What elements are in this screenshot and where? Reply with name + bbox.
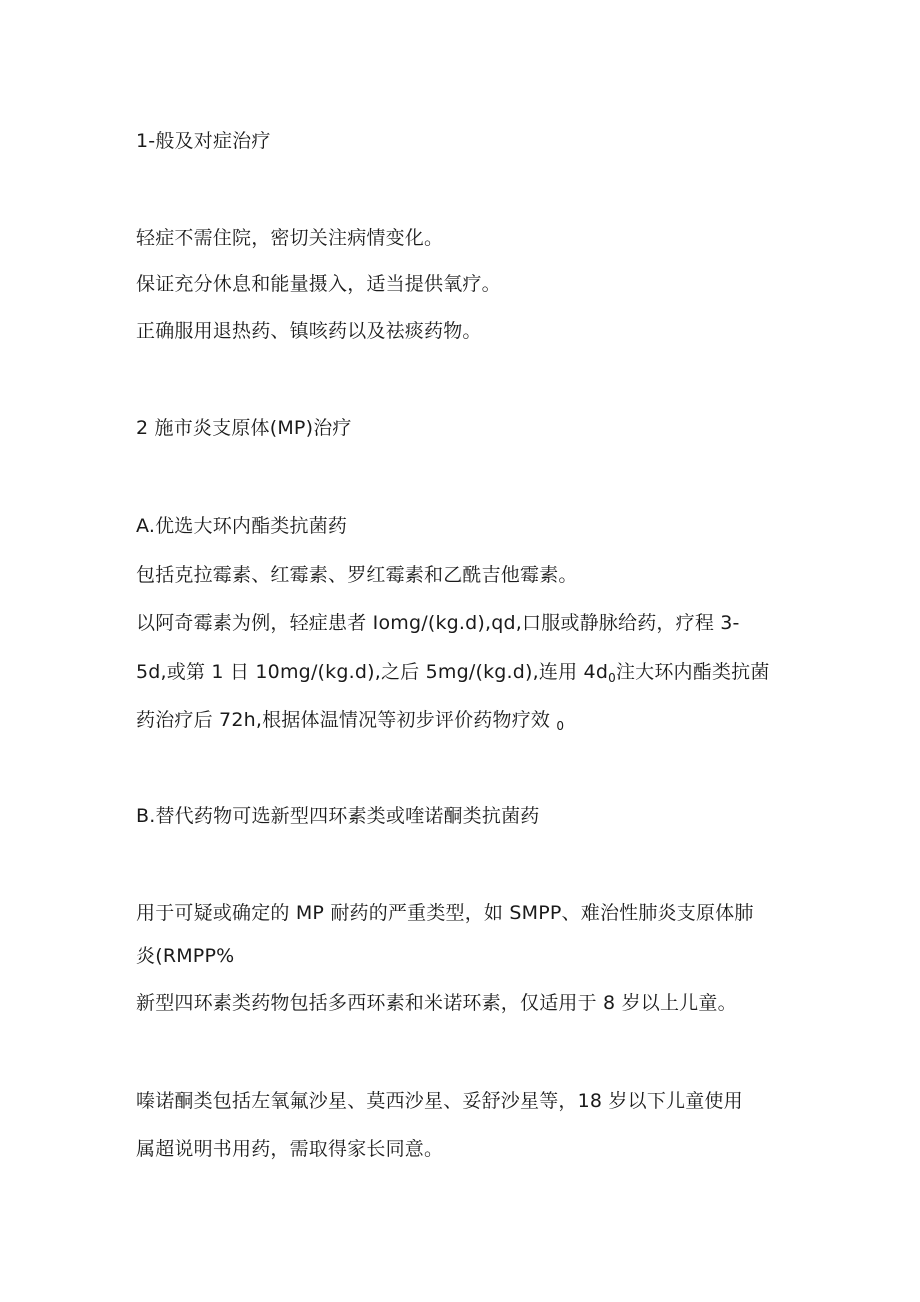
section-a-title: A.优选大环内酯类抗菌药 (136, 515, 348, 537)
paragraph-line (136, 707, 796, 735)
heading-general-treatment: 1-般及对症治疗 (136, 130, 271, 152)
line-text: 5d,或第 1 日 10mg/(kg.d),之后 5mg∕(kg.d),连用 4d (136, 661, 609, 683)
section-b-title: B.替代药物可选新型四环素类或喹诺酮类抗菌药 (136, 805, 540, 827)
paragraph-line: 嗪诺酮类包括左氧氟沙星、莫西沙星、妥舒沙星等，18 岁以下儿童使用 (136, 1090, 743, 1112)
paragraph-line: 保证充分休息和能量摄入，适当提供氧疗。 (136, 273, 501, 295)
paragraph-line (136, 659, 796, 687)
paragraph-line: 新型四环素类药物包括多西环素和米诺环素，仅适用于 8 岁以上儿童。 (136, 992, 737, 1014)
paragraph-line: 以阿奇霉素为例，轻症患者 Iomg/(kg.d),qd,口服或静脉给药，疗程 3- (136, 612, 740, 634)
line-text: 注大环内酯类抗菌 (615, 661, 770, 683)
paragraph-line: 炎(RMPP% (136, 945, 235, 967)
line-text: 药治疗后 72h,根据体温情况等初步评价药物疗效 (136, 709, 551, 731)
paragraph-line: 属超说明书用药，需取得家长同意。 (136, 1138, 444, 1160)
paragraph-line: 包括克拉霉素、红霉素、罗红霉素和乙酰吉他霉素。 (136, 564, 578, 586)
paragraph-line: 正确服用退热药、镇咳药以及祛痰药物。 (136, 320, 482, 342)
heading-mp-treatment: 2 施市炎支原体(MP)治疗 (136, 417, 352, 439)
paragraph-line: 用于可疑或确定的 MP 耐药的严重类型，如 SMPP、难治性肺炎支原体肺 (136, 902, 754, 924)
subscript-zero: 0 (556, 719, 565, 733)
subscript-zero: 0 (608, 671, 616, 685)
paragraph-line: 轻症不需住院，密切关注病情变化。 (136, 227, 444, 249)
